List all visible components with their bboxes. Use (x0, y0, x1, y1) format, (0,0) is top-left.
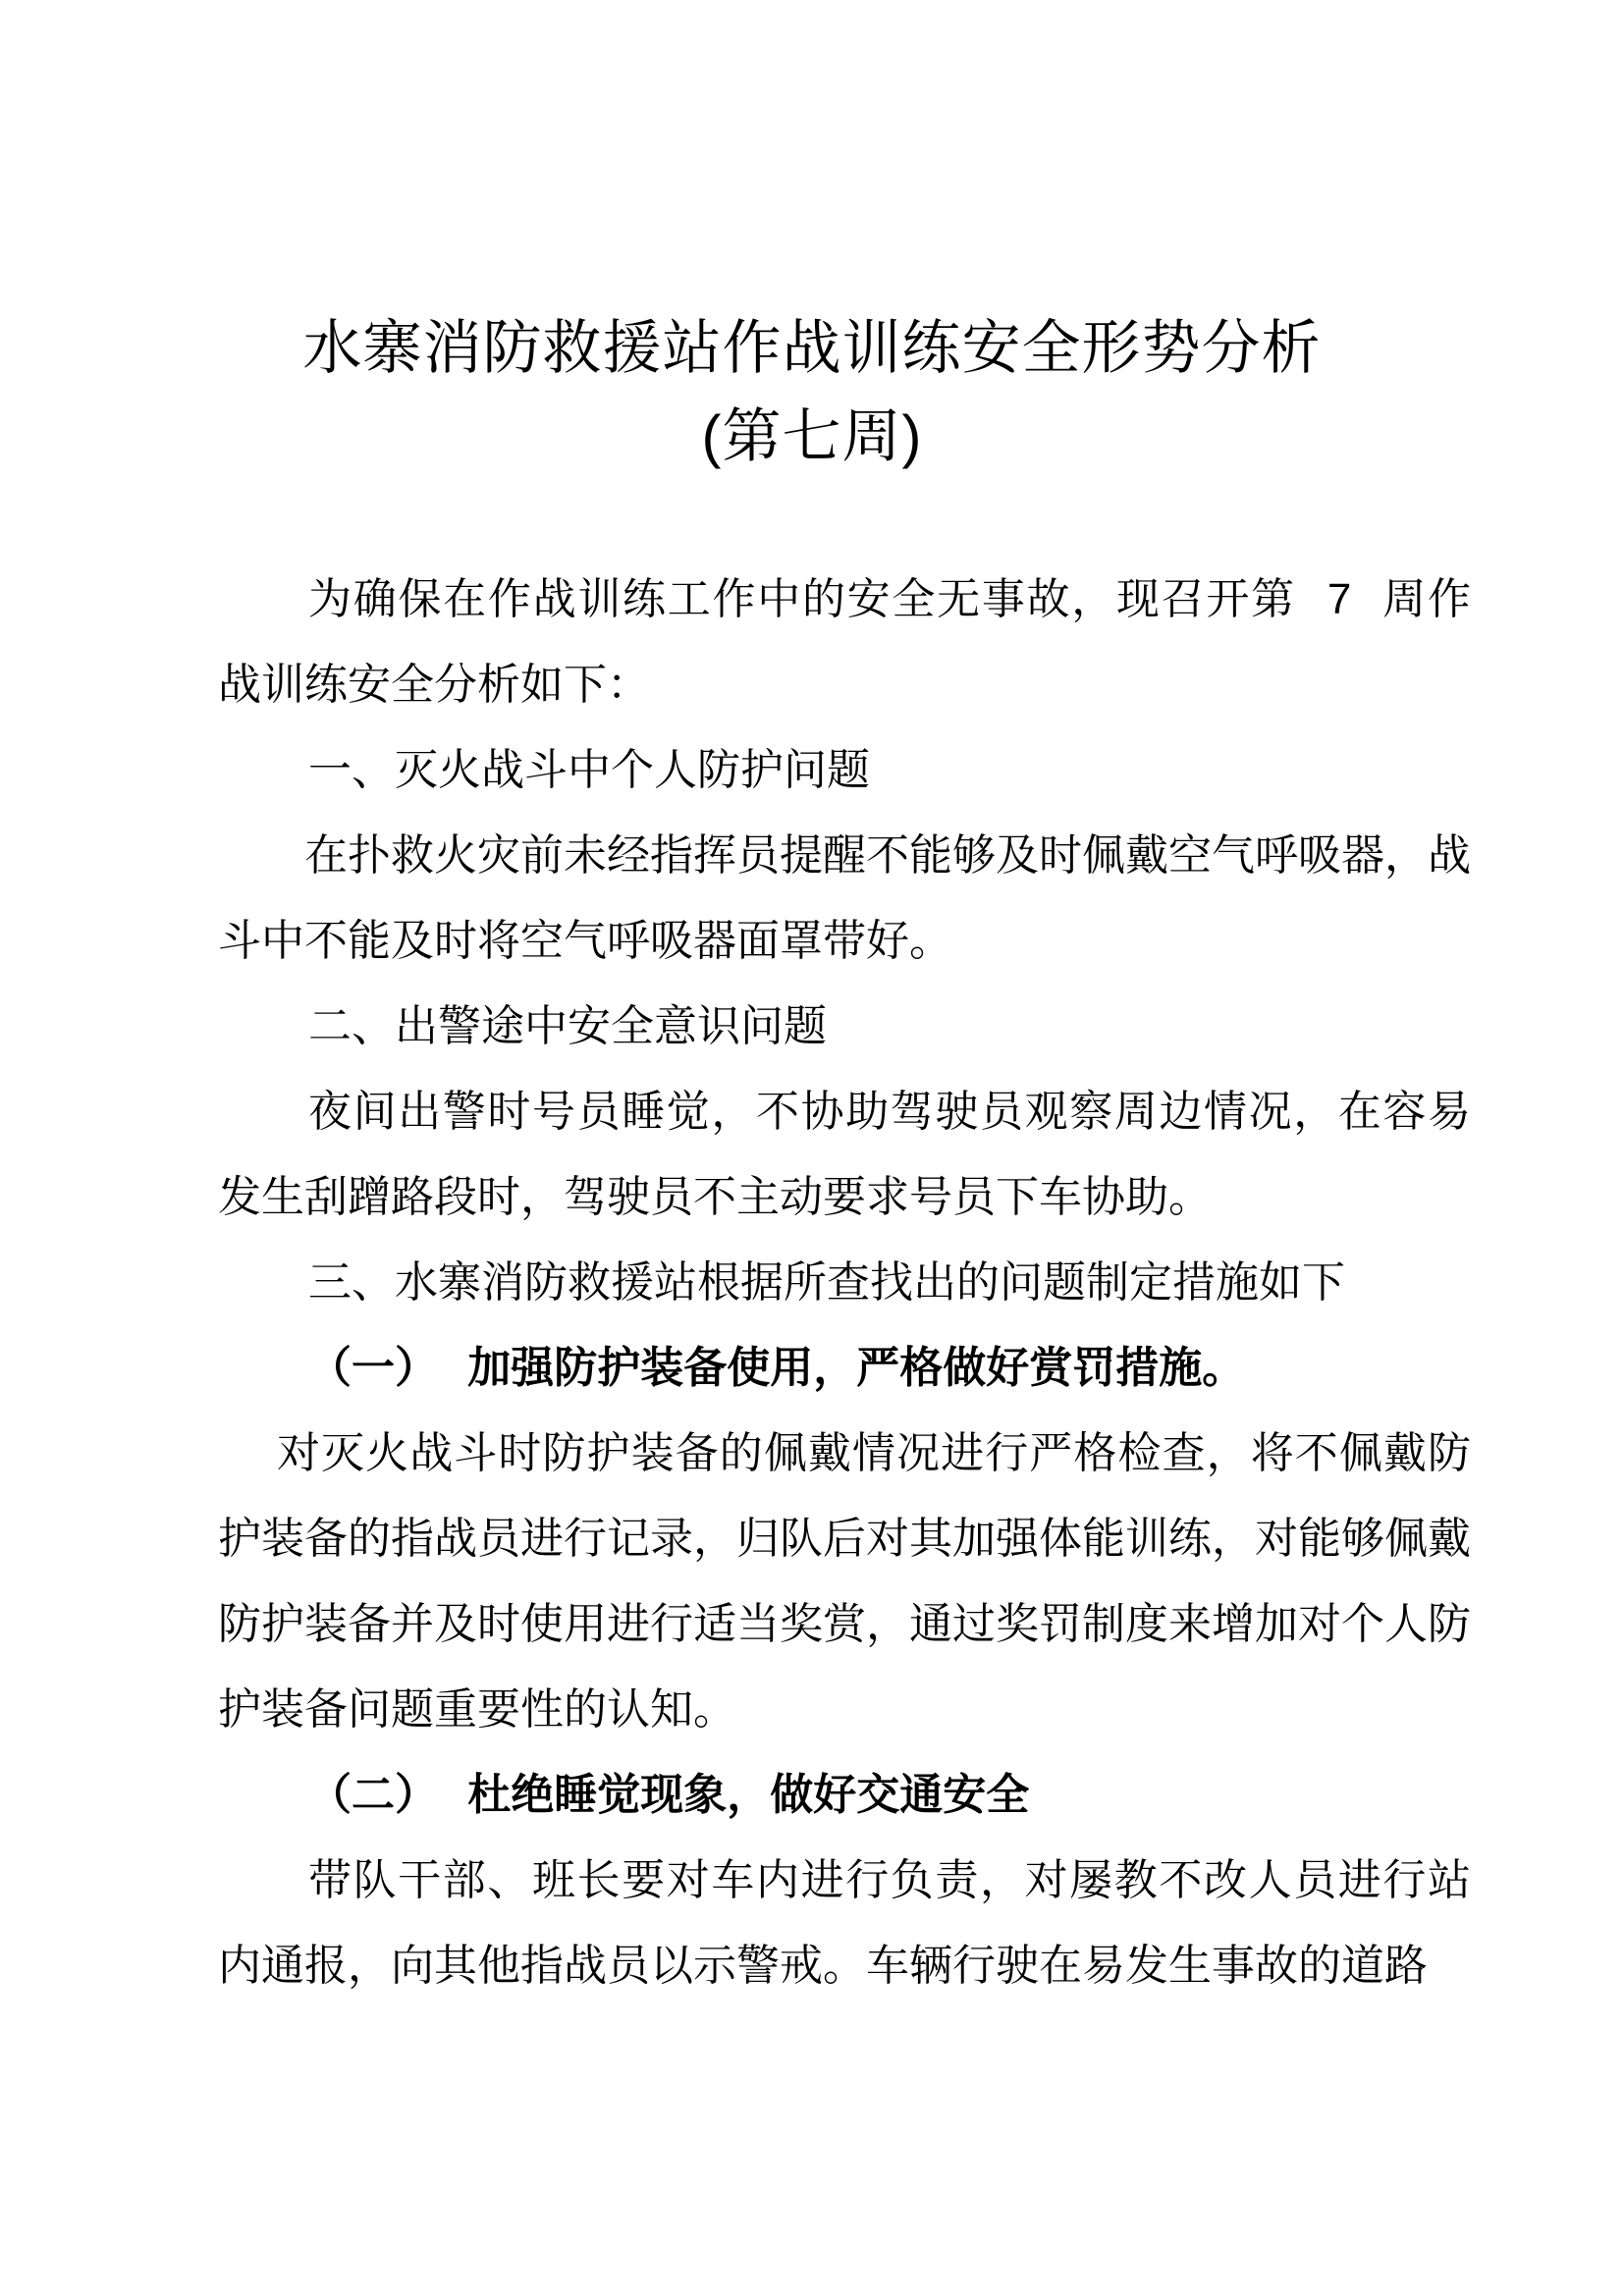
heading-section-1: 一、灭火战斗中个人防护问题 (308, 746, 870, 794)
paragraph-section-2: 夜间出警时号员睡觉，不协助驾驶员观察周边情况，在容易发生刮蹭路段时，驾驶员不主动要求号员下车协助。 (218, 1088, 1471, 1221)
paragraph-measure-2: 带队干部、班长要对车内进行负责，对屡教不改人员进行站内通报，向其他指战员以示警戒。车辆行驶在易发生事故的道路 (218, 1856, 1471, 1990)
subheading-measure-2: （二） 杜绝睡觉现象，做好交通安全 (308, 1771, 1030, 1819)
title-line-2: (第七周) (701, 403, 923, 469)
title-line-1: 水寨消防救援站作战训练安全形势分析 (302, 315, 1322, 381)
paragraph-measure-1: 对灭火战斗时防护装备的佩戴情况进行严格检查，将不佩戴防护装备的指战员进行记录，归队后对其加强体能训练，对能够佩戴防护装备并及时使用进行适当奖赏，通过奖罚制度来增加对个人防护装备问题重要性的认知。 (218, 1429, 1471, 1734)
heading-section-3: 三、水寨消防救援站根据所查找出的问题制定措施如下 (308, 1258, 1345, 1307)
subheading-measure-1: （一） 加强防护装备使用，严格做好赏罚措施。 (308, 1344, 1246, 1392)
document-title (0, 0, 1624, 481)
paragraph-intro: 为确保在作战训练工作中的安全无事故，现召开第 7 周作战训练安全分析如下： (218, 575, 1471, 709)
paragraph-section-1: 在扑救火灾前未经指挥员提醒不能够及时佩戴空气呼吸器，战斗中不能及时将空气呼吸器面罩带好。 (218, 831, 1471, 965)
document-body (218, 557, 1471, 2008)
heading-section-2: 二、出警途中安全意识问题 (308, 1002, 827, 1050)
